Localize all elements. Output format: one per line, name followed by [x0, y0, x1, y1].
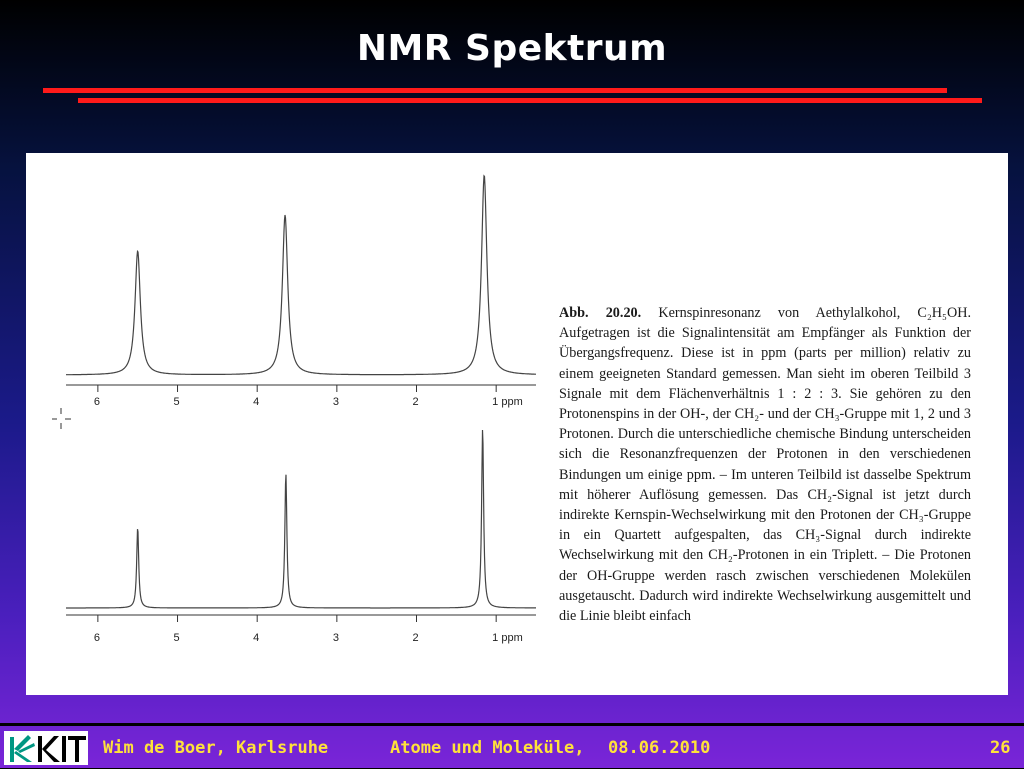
x-tick-label: 5	[173, 632, 180, 644]
caption-label: Abb. 20.20.	[559, 305, 642, 321]
x-tick-label: 3	[332, 632, 339, 644]
spectrum-low-resolution	[66, 176, 536, 408]
figure-caption	[559, 303, 971, 626]
title-underline-top	[43, 88, 947, 93]
kit-logo	[4, 731, 88, 765]
footer-author: Wim de Boer, Karlsruhe	[103, 738, 329, 758]
figure-panel	[26, 153, 1008, 695]
footer-date: 08.06.2010	[608, 738, 711, 758]
x-tick-label: 3	[332, 396, 339, 408]
x-tick-label: 5	[173, 396, 180, 408]
title-underline-bottom	[78, 98, 982, 103]
crosshair-cursor-icon	[52, 408, 71, 429]
x-tick-label: 1 ppm	[492, 396, 523, 408]
x-tick-label: 6	[93, 632, 100, 644]
nmr-spectra	[26, 153, 546, 695]
x-tick-label: 6	[93, 396, 100, 408]
spectrum-line	[66, 176, 536, 375]
x-tick-label: 4	[253, 632, 260, 644]
kit-logo-icon	[4, 731, 88, 765]
footer-course: Atome und Moleküle,	[390, 738, 585, 758]
x-tick-label: 1 ppm	[492, 632, 523, 644]
footer-page-number: 26	[990, 738, 1011, 758]
x-tick-label: 2	[412, 396, 419, 408]
x-tick-label: 2	[412, 632, 419, 644]
x-tick-label: 4	[253, 396, 260, 408]
footer-divider	[0, 723, 1024, 726]
slide-title: NMR Spektrum	[356, 28, 668, 69]
spectrum-line	[66, 430, 536, 608]
spectrum-high-resolution	[66, 430, 536, 644]
caption-text: Kernspinresonanz von Aethylalkohol, C₂H₅OH. Aufgetragen ist die Signalintensität am Empfänger als Funktion der Übergangsfrequenz. Diese ist in ppm (parts per million) relativ zu einem geeigneten Standard gemessen. Man sieht im oberen Teilbild 3 Signale mit dem Flächenverhältnis 1 : 2 : 3. Sie gehören zu den Protonenspins in der OH-, der CH₂- und der CH₃-Gruppe mit 1, 2 und 3 Protonen. Durch die unterschiedliche chemische Bindung unterscheiden sich die Resonanzfrequenzen der Protonen in den verschiedenen Bindungen um einige ppm. – Im unteren Teilbild ist dasselbe Spektrum mit höherer Auflösung gemessen. Das CH₂-Signal ist jetzt durch indirekte Kernspin-Wechselwirkung mit den Protonen der CH₃-Gruppe in ein Quartett aufgespalten, das CH₃-Signal durch indirekte Wechselwirkung mit den CH₂-Protonen in ein Triplett. – Die Protonen der OH-Gruppe werden rasch zwischen verschiedenen Molekülen ausgetauscht. Dadurch wird indirekte Wechselwirkung ausgemittelt und die Linie bleibt einfach	[559, 305, 972, 625]
